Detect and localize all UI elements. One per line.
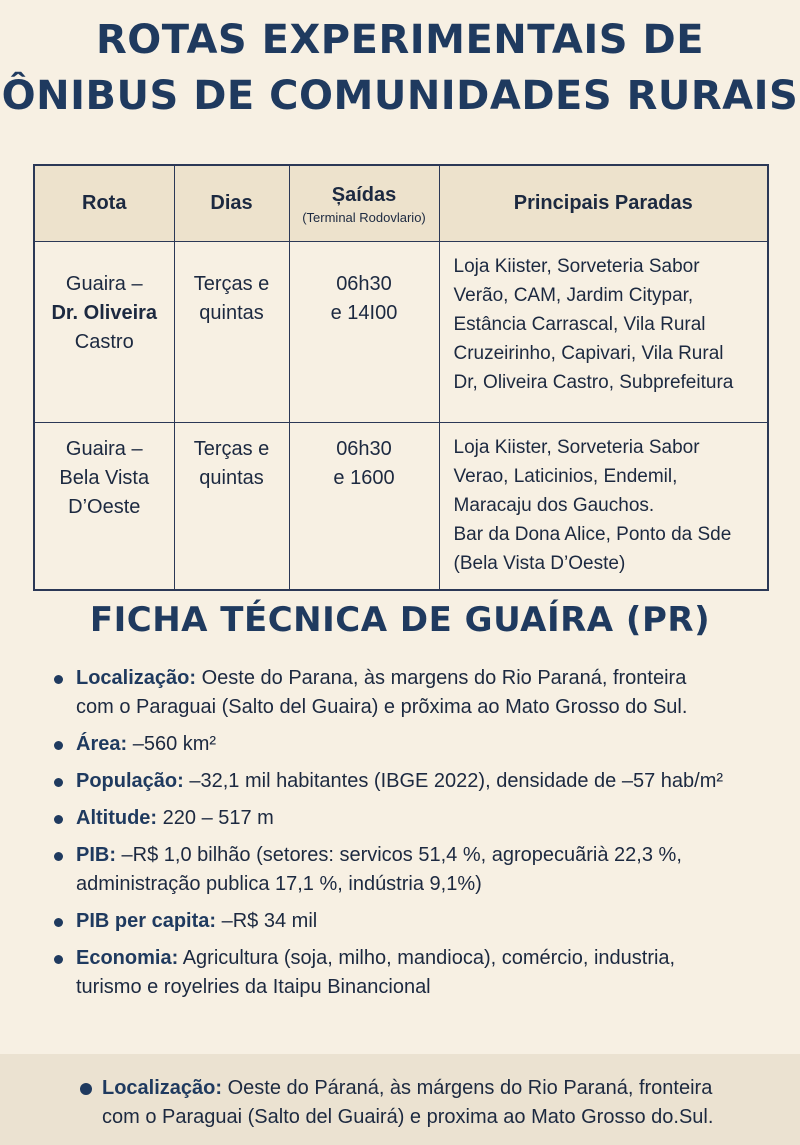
page-title <box>0 12 800 124</box>
cell-paradas <box>439 241 768 422</box>
parada-line: Verao, Laticinios, Endemil, <box>453 465 678 487</box>
cell-saidas <box>289 241 439 422</box>
dias-line: quintas <box>199 466 264 489</box>
header-rota: Rota <box>34 165 174 241</box>
fact-text: Oeste do Parana, às margens do Rio Paraná, fronteira <box>196 667 687 689</box>
cell-saidas <box>289 422 439 590</box>
header-saidas-label: Șaídas <box>331 183 397 206</box>
rota-line: D’Oeste <box>68 495 141 518</box>
parada-line: Loja Kiister, Sorveteria Sabor <box>453 436 700 458</box>
saidas-line: 06h30 <box>336 272 392 295</box>
table-row <box>34 422 768 590</box>
parada-line: Maracaju dos Gauchos. <box>453 494 655 516</box>
fact-text: –R$ 34 mil <box>216 910 318 932</box>
list-item <box>52 804 782 833</box>
footer-item <box>80 1074 792 1132</box>
title-line-1: ROTAS EXPERIMENTAIS DE <box>95 17 705 63</box>
fact-text-cont: com o Paraguai (Salto del Guaira) e prõxima ao Mato Grosso do Sul. <box>76 696 688 718</box>
ficha-title: FICHA TÉCNICA DE GUAÍRA (PR) <box>89 600 711 640</box>
fact-text-cont: administração publica 17,1 %, indústria 9,1%) <box>76 873 482 895</box>
fact-label: PIB per capita: <box>76 910 217 932</box>
parada-line: Cruzeirinho, Capivari, Vila Rural <box>453 342 724 364</box>
list-item <box>52 767 782 796</box>
footer-label: Localização: <box>102 1077 223 1099</box>
footer-band <box>0 1054 800 1145</box>
fact-label: Economia: <box>76 947 179 969</box>
cell-dias <box>174 422 289 590</box>
parada-line: Loja Kiister, Sorveteria Sabor <box>453 255 700 277</box>
saidas-line: 06h30 <box>336 437 392 460</box>
header-saidas <box>289 165 439 241</box>
fact-text: Agricultura (soja, milho, mandioca), comércio, industria, <box>178 947 676 969</box>
rota-line: Guaira – <box>65 272 143 295</box>
routes-table <box>33 164 769 591</box>
fact-text: –32,1 mil habitantes (IBGE 2022), densidade de –57 hab/m² <box>183 770 724 792</box>
header-paradas: Principais Paradas <box>439 165 768 241</box>
list-item <box>52 664 782 722</box>
footer-text-cont: com o Paraguai (Salto del Guairá) e proxima ao Mato Grosso do.Sul. <box>102 1106 714 1128</box>
fact-text: 220 – 517 m <box>157 807 274 829</box>
header-dias: Dias <box>174 165 289 241</box>
table-row <box>34 241 768 422</box>
parada-line: Estância Carrascal, Vila Rural <box>453 313 706 335</box>
rota-line: Castro <box>74 330 134 353</box>
parada-line: Dr, Oliveira Castro, Subprefeitura <box>453 371 734 393</box>
cell-rota <box>34 241 174 422</box>
dias-line: quintas <box>199 301 264 324</box>
fact-text: –R$ 1,0 bilhão (setores: servicos 51,4 %, agropecuãrià 22,3 %, <box>116 844 682 866</box>
cell-paradas <box>439 422 768 590</box>
table-header-row <box>34 165 768 241</box>
dias-line: Terças e <box>193 272 270 295</box>
saidas-line: e 1600 <box>333 466 395 489</box>
fact-text-cont: turismo e royelries da Itaipu Binancional <box>76 976 431 998</box>
rota-line: Bela Vista <box>59 466 150 489</box>
parada-line: (Bela Vista D’Oeste) <box>453 552 626 574</box>
parada-line: Bar da Dona Alice, Ponto da Sde <box>453 523 732 545</box>
cell-dias <box>174 241 289 422</box>
fact-label: População: <box>76 770 184 792</box>
fact-text: –560 km² <box>127 733 217 755</box>
list-item <box>52 841 782 899</box>
header-saidas-sub: (Terminal Rodovlario) <box>302 209 426 225</box>
fact-label: Área: <box>76 733 128 755</box>
fact-label: Altitude: <box>76 807 158 829</box>
fact-label: Localização: <box>76 667 197 689</box>
list-item <box>52 907 782 936</box>
list-item <box>52 944 782 1002</box>
title-line-2: ÔNIBUS DE COMUNIDADES RURAIS <box>1 73 799 119</box>
cell-rota <box>34 422 174 590</box>
fact-label: PIB: <box>76 844 116 866</box>
dias-line: Terças e <box>193 437 270 460</box>
list-item <box>52 730 782 759</box>
rota-line-bold: Dr. Oliveira <box>51 301 158 324</box>
rota-line: Guaira – <box>65 437 143 460</box>
parada-line: Verão, CAM, Jardim Citypar, <box>453 284 694 306</box>
saidas-line: e 14I00 <box>330 301 398 324</box>
ficha-list <box>52 664 782 1010</box>
footer-text: Oeste do Páraná, às márgens do Rio Paraná, fronteira <box>222 1077 713 1099</box>
routes-table-container <box>33 164 767 591</box>
